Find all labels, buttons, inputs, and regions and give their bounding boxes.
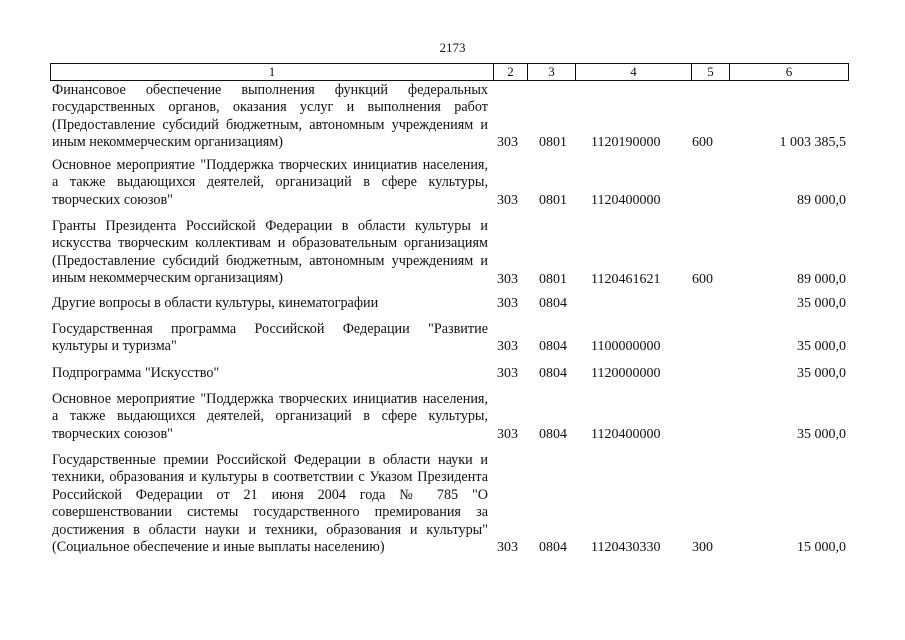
budget-rows xyxy=(0,82,905,562)
row-expense-type: 300 xyxy=(692,540,713,555)
row-description: Государственные премии Российской Федерации в области науки и техники, образования и культуры в соответствии с Указом Президента Российской Федерации от 21 июня 2004 года № 785 "О совершенствовании системы государственного премирования за достижения в области науки и техники, образования и культуры" (Социальное обеспечение и иные выплаты населению) xyxy=(52,452,488,556)
table-row xyxy=(0,452,905,562)
row-amount: 1 003 385,5 xyxy=(779,135,846,150)
row-target-code: 1120461621 xyxy=(591,272,661,287)
row-target-code: 1120430330 xyxy=(591,540,661,555)
table-row xyxy=(0,157,905,218)
row-amount: 89 000,0 xyxy=(797,193,846,208)
row-amount: 35 000,0 xyxy=(797,427,846,442)
column-header-4: 4 xyxy=(576,64,692,81)
column-header-2: 2 xyxy=(494,64,528,81)
page-number: 2173 xyxy=(439,40,466,55)
row-expense-type: 600 xyxy=(692,135,713,150)
row-description: Государственная программа Российской Федерации "Развитие культуры и туризма" xyxy=(52,321,488,355)
row-subsection-code: 0804 xyxy=(539,427,567,442)
row-description: Основное мероприятие "Поддержка творческих инициатив населения, а также выдающихся деятелей, организаций в сфере культуры, творческих союзов" xyxy=(52,157,488,208)
table-row xyxy=(0,218,905,295)
row-target-code: 1120190000 xyxy=(591,135,661,150)
row-section-code: 303 xyxy=(497,366,518,381)
column-header-table xyxy=(50,63,849,81)
row-section-code: 303 xyxy=(497,339,518,354)
row-amount: 35 000,0 xyxy=(797,366,846,381)
row-subsection-code: 0804 xyxy=(539,339,567,354)
table-row xyxy=(0,82,905,157)
row-section-code: 303 xyxy=(497,540,518,555)
column-header-1: 1 xyxy=(51,64,494,81)
row-section-code: 303 xyxy=(497,272,518,287)
row-subsection-code: 0801 xyxy=(539,193,567,208)
row-section-code: 303 xyxy=(497,427,518,442)
row-description: Другие вопросы в области культуры, кинематографии xyxy=(52,295,379,311)
row-section-code: 303 xyxy=(497,193,518,208)
row-target-code: 1120000000 xyxy=(591,366,661,381)
column-header-3: 3 xyxy=(528,64,576,81)
column-header-row xyxy=(51,64,849,81)
table-row xyxy=(0,321,905,365)
row-section-code: 303 xyxy=(497,296,518,311)
row-subsection-code: 0804 xyxy=(539,296,567,311)
row-description: Гранты Президента Российской Федерации в области культуры и искусства творческим коллективам и образовательным организациям (Предоставление субсидий бюджетным, автономным учреждениям и иным некоммерческим организациям) xyxy=(52,218,488,287)
column-header-5: 5 xyxy=(692,64,730,81)
row-subsection-code: 0801 xyxy=(539,272,567,287)
row-subsection-code: 0801 xyxy=(539,135,567,150)
table-row xyxy=(0,365,905,391)
row-subsection-code: 0804 xyxy=(539,540,567,555)
row-section-code: 303 xyxy=(497,135,518,150)
row-expense-type: 600 xyxy=(692,272,713,287)
row-target-code: 1100000000 xyxy=(591,339,661,354)
row-description: Основное мероприятие "Поддержка творческих инициатив населения, а также выдающихся деятелей, организаций в сфере культуры, творческих союзов" xyxy=(52,391,488,442)
row-target-code: 1120400000 xyxy=(591,427,661,442)
row-amount: 35 000,0 xyxy=(797,296,846,311)
row-amount: 35 000,0 xyxy=(797,339,846,354)
column-header-6: 6 xyxy=(730,64,849,81)
table-row xyxy=(0,295,905,321)
row-subsection-code: 0804 xyxy=(539,366,567,381)
row-amount: 89 000,0 xyxy=(797,272,846,287)
row-target-code: 1120400000 xyxy=(591,193,661,208)
table-row xyxy=(0,391,905,452)
row-amount: 15 000,0 xyxy=(797,540,846,555)
row-description: Подпрограмма "Искусство" xyxy=(52,365,220,381)
row-description: Финансовое обеспечение выполнения функций федеральных государственных органов, оказания услуг и выполнения работ (Предоставление субсидий бюджетным, автономным учреждениям и иным некоммерческим организациям) xyxy=(52,82,488,151)
